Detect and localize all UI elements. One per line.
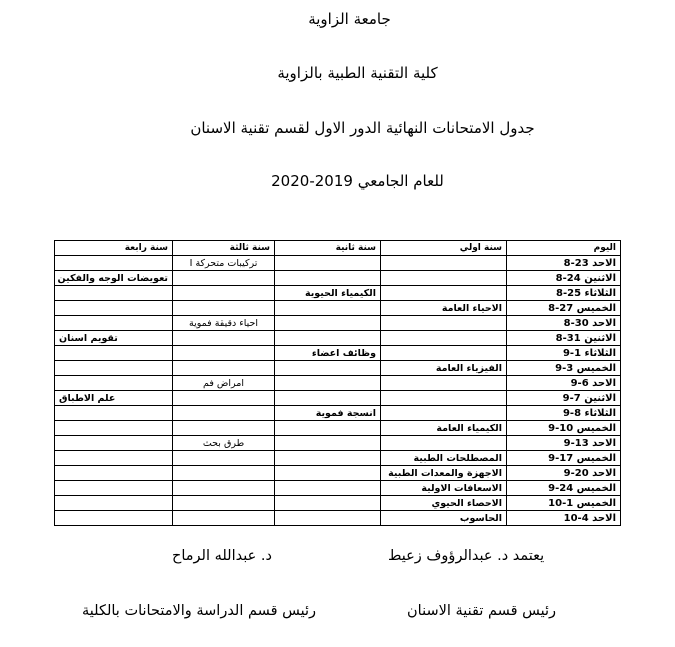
exam-cell-y4	[55, 301, 173, 316]
day-cell: الثلاثاء 25-8	[507, 286, 621, 301]
exam-cell-y1	[381, 331, 507, 346]
exam-cell-y1: الاحياء العامة	[381, 301, 507, 316]
exam-cell-y4	[55, 496, 173, 511]
exam-cell-y4	[55, 316, 173, 331]
day-cell: الاحد 4-10	[507, 511, 621, 526]
exam-cell-y3: احياء دقيقة فموية	[173, 316, 275, 331]
academic-year: للعام الجامعي 2019-2020	[271, 172, 444, 190]
exam-cell-y4	[55, 421, 173, 436]
exam-cell-y1: المصطلحات الطبية	[381, 451, 507, 466]
schedule-title: جدول الامتحانات النهائية الدور الاول لقسم تقنية الاسنان	[190, 119, 535, 137]
exam-cell-y3	[173, 361, 275, 376]
exam-cell-y2	[275, 451, 381, 466]
table-row	[55, 346, 621, 361]
exam-cell-y3	[173, 271, 275, 286]
exam-cell-y3	[173, 451, 275, 466]
day-cell: الاحد 13-9	[507, 436, 621, 451]
table-row	[55, 301, 621, 316]
exam-cell-y2: انسجة فموية	[275, 406, 381, 421]
column-header-year4: سنة رابعة	[55, 241, 173, 256]
exam-cell-y3	[173, 301, 275, 316]
table-row	[55, 316, 621, 331]
exam-cell-y3	[173, 391, 275, 406]
column-header-year2: سنة ثانية	[275, 241, 381, 256]
exam-cell-y4	[55, 406, 173, 421]
exam-cell-y3: تركيبات متحركة I	[173, 256, 275, 271]
table-row	[55, 406, 621, 421]
exam-cell-y2	[275, 376, 381, 391]
exam-cell-y3: امراض فم	[173, 376, 275, 391]
table-row	[55, 256, 621, 271]
exam-cell-y4: تقويم اسنان	[55, 331, 173, 346]
table-row	[55, 481, 621, 496]
exam-cell-y4	[55, 361, 173, 376]
exam-cell-y2	[275, 271, 381, 286]
exam-cell-y2: وظائف اعضاء	[275, 346, 381, 361]
table-row	[55, 391, 621, 406]
role-studies-head: رئيس قسم الدراسة والامتحانات بالكلية	[82, 603, 317, 619]
exam-cell-y1: الاجهزة والمعدات الطبية	[381, 466, 507, 481]
table-row	[55, 451, 621, 466]
exam-cell-y1: الفيزياء العامة	[381, 361, 507, 376]
exam-cell-y3	[173, 511, 275, 526]
exam-cell-y3	[173, 496, 275, 511]
day-cell: الاثنين 24-8	[507, 271, 621, 286]
table-row	[55, 376, 621, 391]
table-row	[55, 466, 621, 481]
table-row	[55, 496, 621, 511]
exam-cell-y1	[381, 391, 507, 406]
exam-cell-y1	[381, 286, 507, 301]
exam-cell-y2	[275, 316, 381, 331]
day-cell: الخميس 27-8	[507, 301, 621, 316]
exam-cell-y1	[381, 346, 507, 361]
exam-cell-y2: الكيمياء الحيوية	[275, 286, 381, 301]
day-cell: الخميس 3-9	[507, 361, 621, 376]
exam-cell-y1	[381, 271, 507, 286]
day-cell: الاثنين 31-8	[507, 331, 621, 346]
column-header-year1: سنة اولي	[381, 241, 507, 256]
day-cell: الاحد 20-9	[507, 466, 621, 481]
exam-cell-y3	[173, 481, 275, 496]
exam-cell-y4	[55, 436, 173, 451]
day-cell: الاحد 23-8	[507, 256, 621, 271]
table-row	[55, 421, 621, 436]
exam-cell-y3	[173, 406, 275, 421]
exam-cell-y3	[173, 466, 275, 481]
exam-cell-y2	[275, 391, 381, 406]
exam-cell-y4	[55, 376, 173, 391]
day-cell: الثلاثاء 1-9	[507, 346, 621, 361]
column-header-day: اليوم	[507, 241, 621, 256]
exam-cell-y4	[55, 466, 173, 481]
exam-cell-y1	[381, 436, 507, 451]
exam-cell-y1: الاسعافات الاولية	[381, 481, 507, 496]
exam-cell-y1: الكيمياء العامة	[381, 421, 507, 436]
faculty-name: كلية التقنية الطبية بالزاوية	[277, 64, 438, 82]
day-cell: الخميس 17-9	[507, 451, 621, 466]
exam-cell-y2	[275, 331, 381, 346]
exam-cell-y2	[275, 436, 381, 451]
exam-cell-y3	[173, 346, 275, 361]
exam-cell-y2	[275, 466, 381, 481]
table-row	[55, 286, 621, 301]
exam-cell-y3	[173, 421, 275, 436]
exam-cell-y4	[55, 256, 173, 271]
university-name: جامعة الزاوية	[308, 10, 391, 28]
table-header-row	[55, 241, 621, 256]
role-dental-head: رئيس قسم تقنية الاسنان	[407, 603, 557, 619]
exam-cell-y2	[275, 481, 381, 496]
day-cell: الخميس 1-10	[507, 496, 621, 511]
second-signer: د. عبدالله الرماح	[172, 548, 272, 564]
exam-cell-y4	[55, 346, 173, 361]
table-row	[55, 361, 621, 376]
exam-cell-y3	[173, 286, 275, 301]
day-cell: الخميس 10-9	[507, 421, 621, 436]
exam-cell-y2	[275, 361, 381, 376]
column-header-year3: سنة ثالثة	[173, 241, 275, 256]
exam-cell-y1	[381, 316, 507, 331]
exam-cell-y2	[275, 256, 381, 271]
exam-schedule-table	[54, 240, 621, 526]
exam-cell-y3	[173, 331, 275, 346]
exam-cell-y3: طرق بحث	[173, 436, 275, 451]
exam-cell-y4: علم الاطباق	[55, 391, 173, 406]
approval-line: يعتمد د. عبدالرؤوف زعيط	[388, 548, 545, 564]
exam-cell-y4	[55, 451, 173, 466]
exam-cell-y4: تعويضات الوجه والفكين	[55, 271, 173, 286]
exam-cell-y2	[275, 511, 381, 526]
day-cell: الاحد 30-8	[507, 316, 621, 331]
table-row	[55, 271, 621, 286]
exam-cell-y2	[275, 496, 381, 511]
table-row	[55, 436, 621, 451]
exam-cell-y2	[275, 421, 381, 436]
exam-cell-y4	[55, 286, 173, 301]
exam-cell-y4	[55, 481, 173, 496]
day-cell: الثلاثاء 8-9	[507, 406, 621, 421]
table-row	[55, 331, 621, 346]
table-row	[55, 511, 621, 526]
day-cell: الاثنين 7-9	[507, 391, 621, 406]
exam-cell-y1	[381, 406, 507, 421]
day-cell: الخميس 24-9	[507, 481, 621, 496]
exam-cell-y2	[275, 301, 381, 316]
exam-cell-y1	[381, 256, 507, 271]
exam-cell-y1: الاحصاء الحيوي	[381, 496, 507, 511]
exam-cell-y1	[381, 376, 507, 391]
exam-cell-y4	[55, 511, 173, 526]
day-cell: الاحد 6-9	[507, 376, 621, 391]
exam-cell-y1: الحاسوب	[381, 511, 507, 526]
